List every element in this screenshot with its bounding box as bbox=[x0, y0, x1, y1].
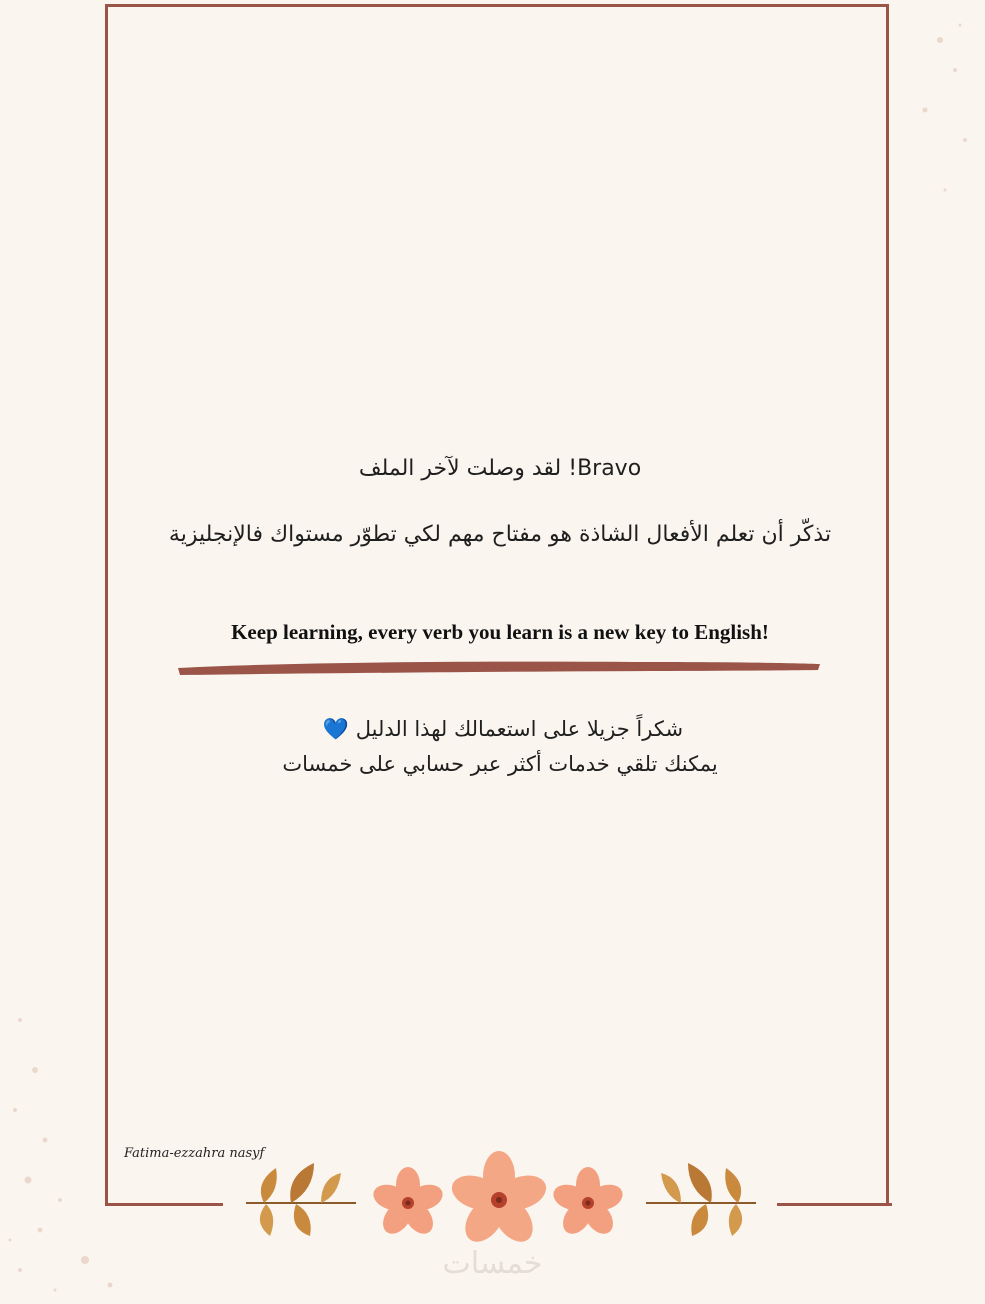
branch-left-icon bbox=[246, 1163, 356, 1236]
floral-decoration bbox=[236, 1148, 766, 1248]
thanks-text: شكراً جزيلا على استعمالك لهذا الدليل bbox=[355, 717, 684, 741]
flower-large-icon bbox=[447, 1151, 550, 1248]
flower-small-icon bbox=[370, 1167, 446, 1239]
frame-bottom-left bbox=[105, 1203, 223, 1206]
author-signature: Fatima-ezzahra nasyf bbox=[124, 1146, 265, 1161]
khamsat-watermark: خمسات bbox=[442, 1246, 543, 1281]
brush-stroke-divider bbox=[174, 656, 824, 680]
flower-small-icon bbox=[550, 1167, 626, 1239]
motto-line: Keep learning, every verb you learn is a new key to English! bbox=[231, 620, 769, 644]
blue-heart-icon: 💙 bbox=[322, 717, 350, 741]
services-line: يمكنك تلقي خدمات أكثر عبر حسابي على خمسات bbox=[282, 752, 718, 776]
frame-bottom-right bbox=[777, 1203, 892, 1206]
reminder-line: تذكّر أن تعلم الأفعال الشاذة هو مفتاح مهم لكي تطوّر مستواك فالإنجليزية bbox=[168, 522, 832, 547]
branch-right-icon bbox=[646, 1163, 756, 1236]
page-frame bbox=[105, 4, 889, 1203]
congrats-line: Bravo! لقد وصلت لآخر الملف bbox=[358, 456, 642, 481]
thanks-line bbox=[150, 717, 850, 742]
